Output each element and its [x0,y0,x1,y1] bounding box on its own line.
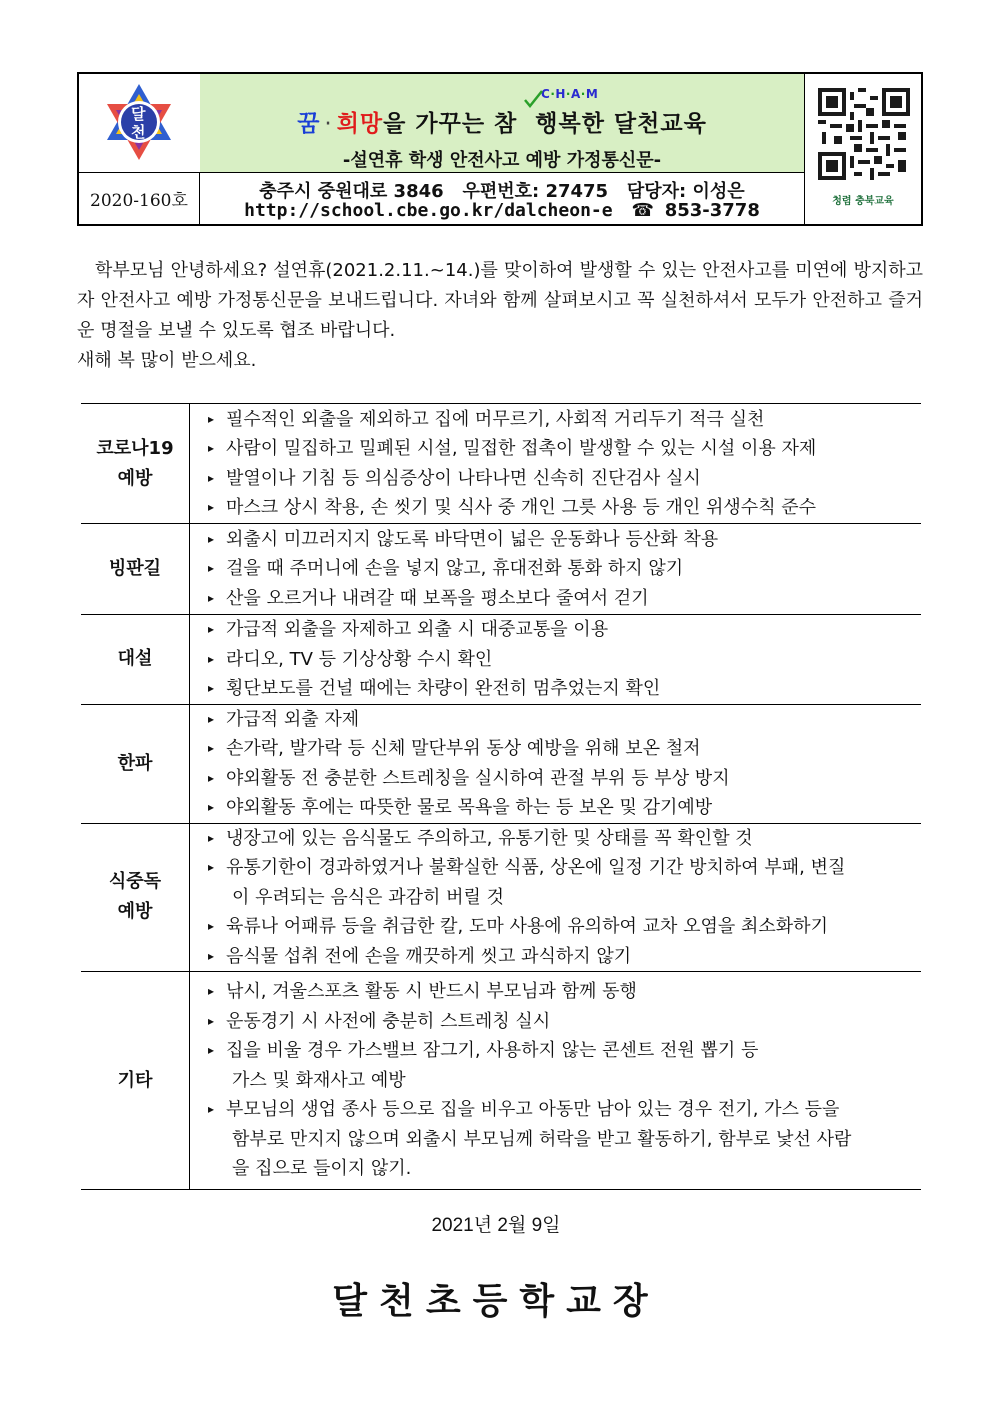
item-list [208,525,921,614]
item-text: ▸ 산을 오르거나 내려갈 때 보폭을 평소보다 줄여서 걷기 [226,587,649,609]
list-item [208,493,921,523]
cham-label: C·H·A·M [541,87,599,101]
item-text: ▸ 횡단보도를 건널 때에는 차량이 완전히 멈추었는지 확인 [226,678,661,699]
list-item [208,705,921,735]
table-row [81,704,921,823]
items-cell [190,404,922,524]
category-cell [81,404,190,524]
item-text: ▸ 집을 비울 경우 가스밸브 잠그기, 사용하지 않는 콘센트 전원 뽑기 등 [226,1040,759,1062]
list-item [208,1007,921,1037]
item-text: 이 우려되는 음식은 과감히 버릴 것 [232,886,505,908]
cham-a: A [570,87,581,101]
school-logo [79,74,201,172]
category-label: 예방 [117,901,153,923]
items-cell [190,704,922,823]
issue-date: 2021년 2월 9일 [431,1215,561,1236]
table-row [81,972,921,1190]
item-text: ▸ 야외활동 후에는 따뜻한 물로 목욕을 하는 등 보온 및 감기예방 [226,797,713,818]
principal-signature: 달천초등학교장 [332,1281,660,1322]
list-item [208,584,921,614]
title-huimang: 희망 [336,111,384,137]
newsletter-header [77,72,923,226]
item-text: ▸ 육류나 어패류 등을 취급한 칼, 도마 사용에 유의하여 교차 오염을 최소화하기 [226,916,828,937]
category-label: 한파 [117,752,153,774]
category-label: 기타 [117,1069,153,1091]
list-item [208,824,921,854]
title-rest: 을 가꾸는 참 행복한 달천교육 [383,111,707,137]
item-text: ▸ 사람이 밀집하고 밀폐된 시설, 밀접한 접촉이 발생할 수 있는 시설 이용 자제 [226,438,817,459]
item-list [208,615,921,704]
item-text: ▸ 운동경기 시 사전에 충분히 스트레칭 실시 [226,1010,551,1032]
item-text: 가스 및 화재사고 예방 [232,1069,406,1091]
item-text: ▸ 부모님의 생업 종사 등으로 집을 비우고 아동만 남아 있는 경우 전기, 가스 등을 [226,1099,840,1121]
table-row [81,615,921,705]
category-label: 코로나19 [96,437,174,459]
item-text: ▸ 야외활동 전 충분한 스트레칭을 실시하여 관절 부위 등 부상 방지 [226,767,730,789]
list-item [208,554,921,584]
list-item [208,942,921,972]
category-label: 식중독 [108,871,162,893]
phone-icon: ☎ [631,200,654,221]
title-kkum: 꿈 [297,111,321,137]
list-item [208,734,921,764]
list-item [208,793,921,823]
page-title [200,105,804,138]
category-cell [81,972,190,1190]
list-item [208,464,921,494]
cham-m: M [585,87,599,101]
item-text: ▸ 걸을 때 주머니에 손을 넣지 않고, 휴대전화 통화 하지 않기 [226,558,684,580]
list-item [208,912,921,942]
list-item [208,674,921,704]
item-list [208,405,921,523]
item-text: ▸ 손가락, 발가락 등 신체 말단부위 동상 예방을 위해 보온 철저 [226,738,701,759]
list-item [208,977,921,1007]
items-cell [190,524,922,615]
logo-char-1: 달 [131,105,146,123]
logo-char-2: 천 [131,123,146,141]
item-text: ▸ 가급적 외출 자제 [226,708,360,730]
item-list [208,977,921,1184]
qr-caption: 청렴 충북교육 [832,196,894,207]
list-item [208,434,921,464]
items-cell [190,823,922,972]
page-subtitle: -설연휴 학생 안전사고 예방 가정통신문- [342,150,662,171]
item-text: ▸ 냉장고에 있는 음식물도 주의하고, 유통기한 및 상태를 꼭 확인할 것 [226,827,753,849]
intro-text [77,256,923,376]
school-url[interactable]: http://school.cbe.go.kr/dalcheon-e [244,200,613,221]
list-item [208,1036,921,1095]
cham-c: C [541,87,551,101]
item-list [208,824,921,972]
qr-code-icon [818,88,910,180]
item-text: ▸ 라디오, TV 등 기상상황 수시 확인 [226,648,493,670]
category-cell [81,615,190,705]
item-text: ▸ 마스크 상시 착용, 손 씻기 및 식사 중 개인 그릇 사용 등 개인 위생수칙 준수 [226,497,817,518]
category-label: 예방 [117,467,153,489]
url-phone-line [200,200,804,221]
item-text: ▸ 낚시, 겨울스포츠 활동 시 반드시 부모님과 함께 동행 [226,981,637,1003]
issue-number: 2020-160호 [79,172,200,224]
table-row [81,404,921,524]
table-row [81,823,921,972]
item-text: ▸ 음식물 섭취 전에 손을 깨끗하게 씻고 과식하지 않기 [226,945,632,967]
safety-table [81,403,921,1190]
items-cell [190,615,922,705]
title-dot: · [324,111,333,137]
phone-number: 853-3778 [664,200,760,221]
item-list [208,705,921,823]
list-item [208,615,921,645]
items-cell [190,972,922,1190]
item-text: ▸ 유통기한이 경과하였거나 불확실한 식품, 상온에 일정 기간 방치하여 부패, 변질 [226,857,846,878]
item-text: ▸ 가급적 외출을 자제하고 외출 시 대중교통을 이용 [226,619,609,640]
item-text: ▸ 발열이나 기침 등 의심증상이 나타나면 신속히 진단검사 실시 [226,467,701,489]
list-item [208,853,921,912]
list-item [208,1095,921,1184]
qr-panel [804,74,921,224]
cham-h: H [555,87,566,101]
table-row [81,524,921,615]
address-line: 충주시 중원대로 3846 우편번호: 27475 담당자: 이성은 [259,181,745,202]
new-year-greeting: 새해 복 많이 받으세요. [77,350,257,371]
category-label: 빙판길 [108,558,162,579]
title-banner [200,74,804,172]
item-text: ▸ 외출시 미끄러지지 않도록 바닥면이 넓은 운동화나 등산화 착용 [226,528,719,550]
item-text: 함부로 만지지 않으며 외출시 부모님께 허락을 받고 활동하기, 함부로 낯선 사람 [232,1128,852,1150]
category-cell [81,823,190,972]
list-item [208,764,921,794]
item-text: 을 집으로 들이지 않기. [232,1158,412,1180]
category-cell [81,704,190,823]
list-item [208,405,921,435]
list-item [208,645,921,675]
intro-paragraph: 학부모님 안녕하세요? 설연휴(2021.2.11.~14.)를 맞이하여 발생할 수 있는 안전사고를 미연에 방지하고자 안전사고 예방 가정통신문을 보내드립니다. 자녀와 함께 살펴보시고 꼭 실천하셔서 모두가 안전하고 즐거운 명절을 보낼 수 있도록 협조 바랍니다. [77,260,923,341]
safety-table-body [81,404,921,1190]
list-item [208,525,921,555]
item-text: ▸ 필수적인 외출을 제외하고 집에 머무르기, 사회적 거리두기 적극 실천 [226,408,765,430]
category-cell [81,524,190,615]
contact-info [200,172,804,224]
category-label: 대설 [117,648,153,670]
